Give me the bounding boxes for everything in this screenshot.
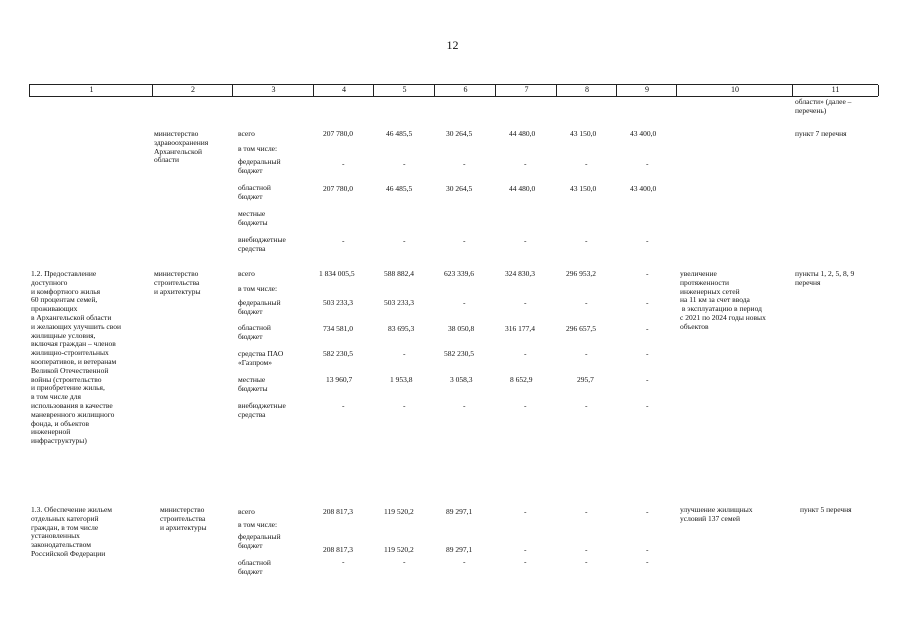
item-1-2-total-c7: 324 830,3 — [505, 269, 535, 278]
item-1-2-offbudget-c8: - — [585, 401, 588, 410]
health-label-local: местные бюджеты — [238, 209, 268, 227]
item-1-2-gazprom-c6: 582 230,5 — [444, 349, 474, 358]
table-column-header-row — [29, 84, 878, 97]
item-1-3-ref: пункт 5 перечня — [800, 505, 852, 514]
item-1-2-label-total: всего — [238, 269, 255, 278]
item-1-2-local-c9: - — [646, 375, 649, 384]
item-1-2-total-c8: 296 953,2 — [566, 269, 596, 278]
column-header-8: 8 — [556, 85, 617, 96]
health-offbudget-c8: - — [585, 236, 588, 245]
item-1-3-federal-c9: - — [646, 545, 649, 554]
health-offbudget-c6: - — [463, 236, 466, 245]
item-1-3-regional-c6: - — [463, 557, 466, 566]
column-header-4: 4 — [313, 85, 374, 96]
health-total-c4: 207 780,0 — [323, 129, 353, 138]
health-col11-ref: пункт 7 перечня — [795, 129, 847, 138]
item-1-2-regional-c6: 38 050,8 — [448, 324, 475, 333]
health-federal-c5: - — [403, 159, 406, 168]
item-1-2-offbudget-c5: - — [403, 401, 406, 410]
item-1-2-offbudget-c6: - — [463, 401, 466, 410]
item-1-3-regional-c7: - — [524, 557, 527, 566]
carryover-col11-text: области» (далее – перечень) — [795, 97, 852, 115]
item-1-2-gazprom-c8: - — [585, 349, 588, 358]
item-1-2-local-c4: 13 960,7 — [326, 375, 353, 384]
health-regional-c4: 207 780,0 — [323, 184, 353, 193]
item-1-2-federal-c5: 503 233,3 — [384, 298, 414, 307]
item-1-3-federal-c6: 89 297,1 — [446, 545, 473, 554]
item-1-2-total-c6: 623 339,6 — [444, 269, 474, 278]
column-header-6: 6 — [434, 85, 496, 96]
item-1-3-regional-c9: - — [646, 557, 649, 566]
item-1-2-gazprom-c9: - — [646, 349, 649, 358]
health-total-c9: 43 400,0 — [630, 129, 657, 138]
item-1-3-regional-c8: - — [585, 557, 588, 566]
health-regional-c7: 44 480,0 — [509, 184, 536, 193]
item-1-3-regional-c4: - — [342, 557, 345, 566]
item-1-2-offbudget-c4: - — [342, 401, 345, 410]
item-1-2-total-c4: 1 834 005,5 — [319, 269, 355, 278]
health-label-offbudget: внебюджетные средства — [238, 235, 286, 253]
item-1-3-total-c6: 89 297,1 — [446, 507, 473, 516]
item-1-3-label-total: всего — [238, 507, 255, 516]
column-header-1: 1 — [29, 85, 153, 96]
item-1-2-regional-c8: 296 657,5 — [566, 324, 596, 333]
health-offbudget-c5: - — [403, 236, 406, 245]
column-header-7: 7 — [495, 85, 557, 96]
item-1-2-label-gazprom: средства ПАО «Газпром» — [238, 349, 284, 367]
health-label-regional: областной бюджет — [238, 183, 271, 201]
item-1-3-title: 1.3. Обеспечение жильем отдельных категорий граждан, в том числе установленных законодательством Российской Федерации — [31, 505, 113, 558]
item-1-3-label-federal: федеральный бюджет — [238, 532, 281, 550]
item-1-2-label-offbudget: внебюджетные средства — [238, 401, 286, 419]
health-label-federal: федеральный бюджет — [238, 157, 281, 175]
health-total-c7: 44 480,0 — [509, 129, 536, 138]
health-regional-c8: 43 150,0 — [570, 184, 597, 193]
item-1-2-local-c6: 3 058,3 — [450, 375, 473, 384]
item-1-2-federal-c9: - — [646, 298, 649, 307]
health-offbudget-c9: - — [646, 236, 649, 245]
health-federal-c6: - — [463, 159, 466, 168]
item-1-3-regional-c5: - — [403, 557, 406, 566]
item-1-2-total-c9: - — [646, 269, 649, 278]
column-header-10: 10 — [676, 85, 793, 96]
item-1-2-total-c5: 588 882,4 — [384, 269, 414, 278]
item-1-3-org: министерство строительства и архитектуры — [160, 505, 207, 532]
item-1-2-label-regional: областной бюджет — [238, 323, 271, 341]
item-1-2-local-c8: 295,7 — [577, 375, 594, 384]
health-ministry-org: министерство здравоохранения Архангельской области — [154, 129, 209, 165]
item-1-2-ref: пункты 1, 2, 5, 8, 9 перечня — [795, 269, 855, 287]
health-label-incl: в том числе: — [238, 144, 278, 153]
item-1-3-federal-c5: 119 520,2 — [384, 545, 414, 554]
item-1-3-total-c5: 119 520,2 — [384, 507, 414, 516]
item-1-2-label-federal: федеральный бюджет — [238, 298, 281, 316]
health-offbudget-c4: - — [342, 236, 345, 245]
item-1-3-label-incl: в том числе: — [238, 520, 278, 529]
item-1-3-total-c7: - — [524, 507, 527, 516]
health-federal-c8: - — [585, 159, 588, 168]
item-1-2-local-c7: 8 652,9 — [510, 375, 533, 384]
item-1-2-regional-c4: 734 581,0 — [323, 324, 353, 333]
item-1-2-regional-c5: 83 695,3 — [388, 324, 415, 333]
column-header-5: 5 — [373, 85, 435, 96]
item-1-2-org: министерство строительства и архитектуры — [154, 269, 201, 296]
item-1-2-regional-c7: 316 177,4 — [505, 324, 535, 333]
item-1-2-offbudget-c9: - — [646, 401, 649, 410]
item-1-2-federal-c4: 503 233,3 — [323, 298, 353, 307]
health-total-c5: 46 485,5 — [386, 129, 413, 138]
item-1-3-label-regional: областной бюджет — [238, 558, 271, 576]
health-regional-c5: 46 485,5 — [386, 184, 413, 193]
column-header-11: 11 — [792, 85, 879, 96]
item-1-3-total-c9: - — [646, 507, 649, 516]
item-1-2-label-incl: в том числе: — [238, 284, 278, 293]
item-1-3-total-c4: 208 817,3 — [323, 507, 353, 516]
item-1-2-gazprom-c5: - — [403, 349, 406, 358]
column-header-9: 9 — [616, 85, 677, 96]
health-regional-c9: 43 400,0 — [630, 184, 657, 193]
health-offbudget-c7: - — [524, 236, 527, 245]
item-1-2-gazprom-c7: - — [524, 349, 527, 358]
health-total-c6: 30 264,5 — [446, 129, 473, 138]
item-1-3-total-c8: - — [585, 507, 588, 516]
item-1-2-label-local: местные бюджеты — [238, 375, 268, 393]
health-total-c8: 43 150,0 — [570, 129, 597, 138]
column-header-2: 2 — [152, 85, 233, 96]
item-1-2-local-c5: 1 953,8 — [390, 375, 413, 384]
item-1-3-federal-c4: 208 817,3 — [323, 545, 353, 554]
column-header-3: 3 — [232, 85, 314, 96]
page-number: 12 — [446, 38, 459, 52]
item-1-2-offbudget-c7: - — [524, 401, 527, 410]
health-regional-c6: 30 264,5 — [446, 184, 473, 193]
item-1-3-result: улучшение жилищных условий 137 семей — [680, 505, 753, 523]
health-federal-c7: - — [524, 159, 527, 168]
item-1-2-title: 1.2. Предоставление доступного и комфортного жилья 60 процентам семей, проживающих в Архангельской области и желающих улучшить свои жилищные условия, включая граждан – членов жилищно-строительных кооперативов, и ветеранам Великой Отечественной войны (строительство и приобретение жилья, в том числе для использования в качестве маневренного жилищного фонда, и объектов инженерной инфраструктуры) — [31, 269, 122, 446]
item-1-2-federal-c6: - — [463, 298, 466, 307]
health-label-total: всего — [238, 129, 255, 138]
item-1-2-federal-c7: - — [524, 298, 527, 307]
item-1-2-gazprom-c4: 582 230,5 — [323, 349, 353, 358]
item-1-3-federal-c7: - — [524, 545, 527, 554]
health-federal-c4: - — [342, 159, 345, 168]
health-federal-c9: - — [646, 159, 649, 168]
item-1-3-federal-c8: - — [585, 545, 588, 554]
item-1-2-result: увеличение протяженности инженерных сетей на 11 км за счет ввода в эксплуатацию в период с 2021 по 2024 годы новых объектов — [680, 269, 766, 331]
item-1-2-federal-c8: - — [585, 298, 588, 307]
item-1-2-regional-c9: - — [646, 324, 649, 333]
